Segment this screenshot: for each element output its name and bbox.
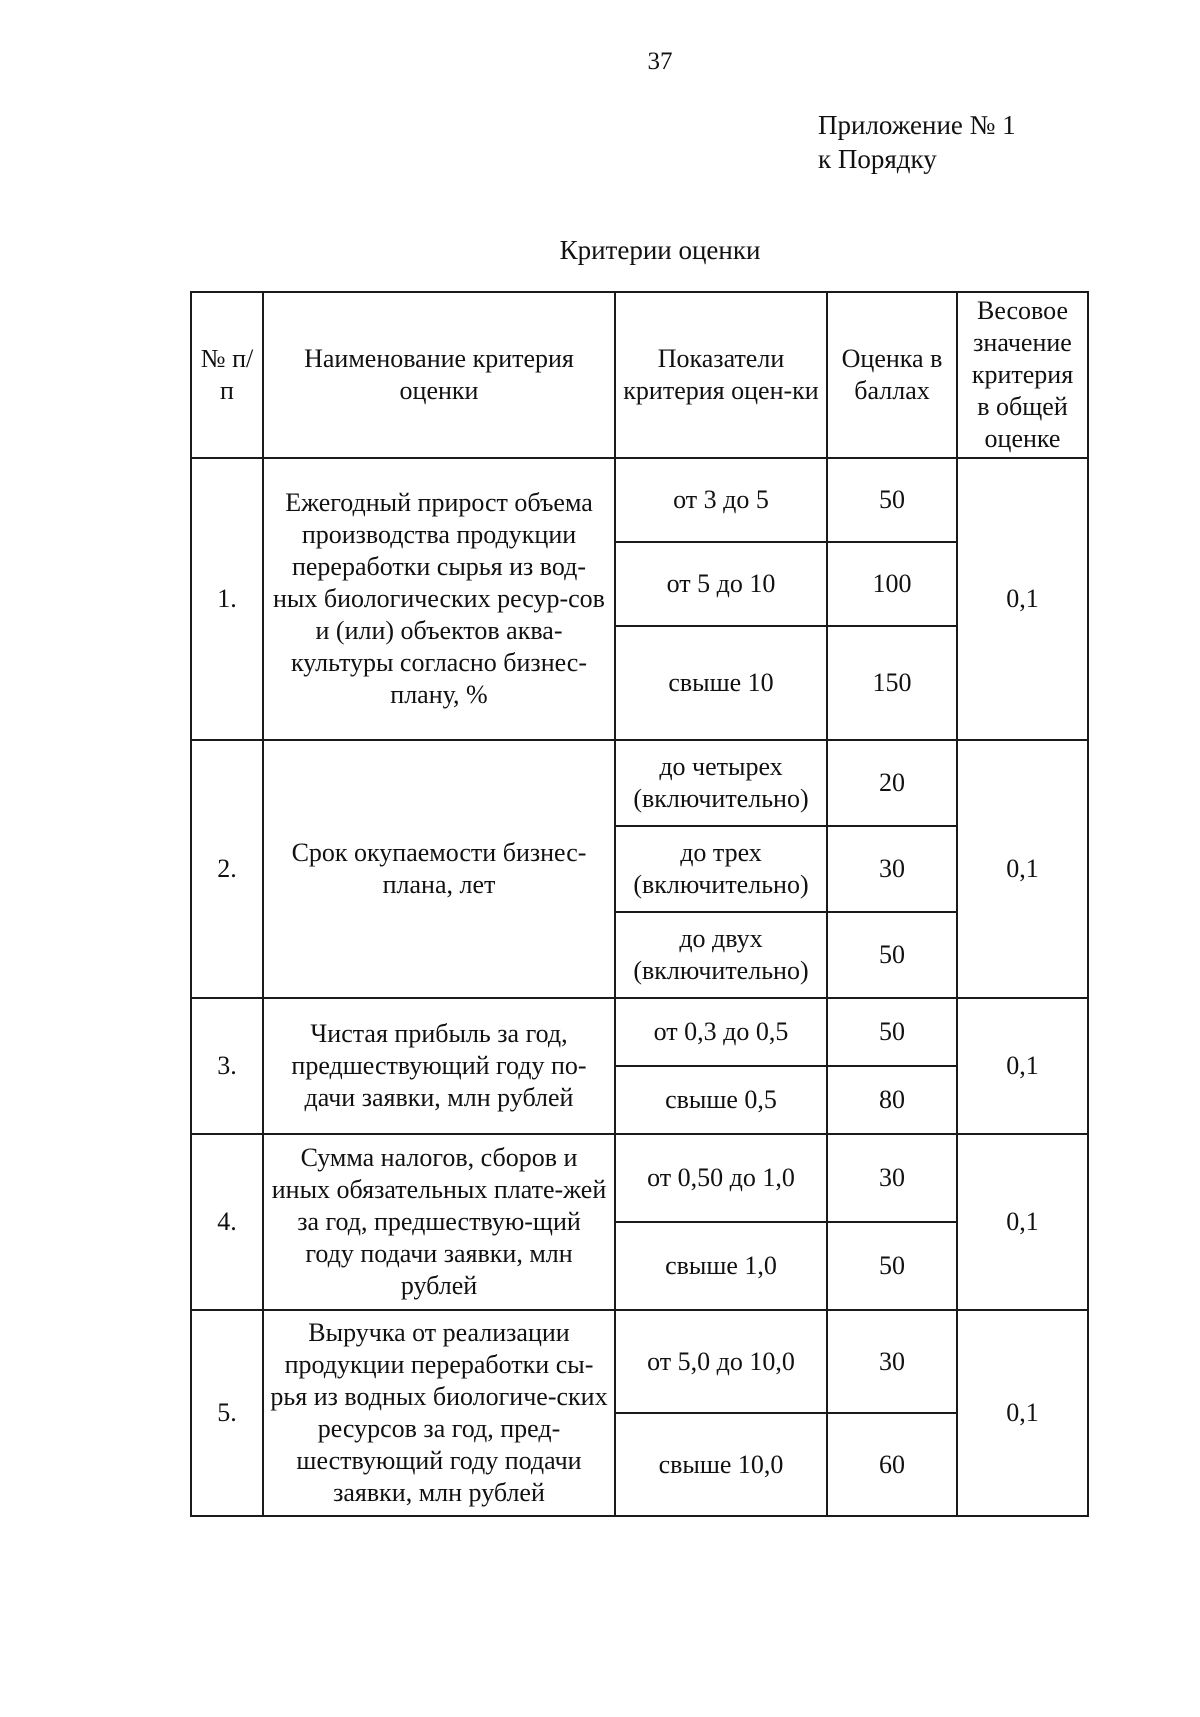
weight-cell: 0,1 — [957, 1134, 1088, 1310]
criterion-number: 1. — [191, 458, 263, 740]
table-row — [191, 998, 1088, 1066]
appendix-reference — [818, 108, 1016, 176]
score-cell: 50 — [827, 1222, 957, 1310]
criterion-name: Срок окупаемости бизнес-плана, лет — [263, 740, 615, 998]
criterion-number: 3. — [191, 998, 263, 1134]
document-title: Критерии оценки — [559, 235, 761, 265]
appendix-line-2: к Порядку — [818, 144, 937, 174]
header-indicators: Показатели критерия оцен-ки — [615, 292, 827, 458]
score-cell: 60 — [827, 1413, 957, 1516]
score-cell: 150 — [827, 626, 957, 740]
score-cell: 50 — [827, 458, 957, 542]
table-row — [191, 1134, 1088, 1222]
indicator-cell: свыше 10,0 — [615, 1413, 827, 1516]
score-cell: 30 — [827, 1310, 957, 1413]
indicator-cell: свыше 10 — [615, 626, 827, 740]
indicator-cell: от 0,50 до 1,0 — [615, 1134, 827, 1222]
score-cell: 30 — [827, 826, 957, 912]
indicator-cell: до двух (включительно) — [615, 912, 827, 998]
criterion-number: 2. — [191, 740, 263, 998]
table-row — [191, 740, 1088, 826]
table-body — [191, 458, 1088, 1516]
indicator-cell: до четырех (включительно) — [615, 740, 827, 826]
weight-cell: 0,1 — [957, 458, 1088, 740]
weight-cell: 0,1 — [957, 998, 1088, 1134]
score-cell: 50 — [827, 998, 957, 1066]
indicator-cell: от 0,3 до 0,5 — [615, 998, 827, 1066]
weight-cell: 0,1 — [957, 740, 1088, 998]
table-header — [191, 292, 1088, 458]
score-cell: 20 — [827, 740, 957, 826]
score-cell: 100 — [827, 542, 957, 626]
score-cell: 80 — [827, 1066, 957, 1134]
indicator-cell: свыше 1,0 — [615, 1222, 827, 1310]
criterion-number: 4. — [191, 1134, 263, 1310]
header-name: Наименование критерия оценки — [263, 292, 615, 458]
score-cell: 30 — [827, 1134, 957, 1222]
page-number: 37 — [647, 48, 673, 75]
indicator-cell: от 5,0 до 10,0 — [615, 1310, 827, 1413]
indicator-cell: до трех (включительно) — [615, 826, 827, 912]
header-weight: Весовое значение критерия в общей оценке — [957, 292, 1088, 458]
table-row — [191, 458, 1088, 542]
criterion-name: Выручка от реализации продукции переработки сы-рья из водных биологиче-ских ресурсов за год, пред-шествующий году подачи заявки, млн рублей — [263, 1310, 615, 1516]
criterion-name: Сумма налогов, сборов и иных обязательных плате-жей за год, предшествую-щий году подачи заявки, млн рублей — [263, 1134, 615, 1310]
indicator-cell: от 5 до 10 — [615, 542, 827, 626]
header-num: № п/п — [191, 292, 263, 458]
table-row — [191, 1310, 1088, 1413]
criterion-name: Чистая прибыль за год, предшествующий году по-дачи заявки, млн рублей — [263, 998, 615, 1134]
header-score: Оценка в баллах — [827, 292, 957, 458]
header-row — [191, 292, 1088, 458]
criterion-name: Ежегодный прирост объема производства продукции переработки сырья из вод-ных биологических ресур-сов и (или) объектов аква-культуры согласно бизнес-плану, % — [263, 458, 615, 740]
weight-cell: 0,1 — [957, 1310, 1088, 1516]
score-cell: 50 — [827, 912, 957, 998]
appendix-line-1: Приложение № 1 — [818, 110, 1016, 140]
indicator-cell: свыше 0,5 — [615, 1066, 827, 1134]
criteria-table — [190, 291, 1089, 1517]
criterion-number: 5. — [191, 1310, 263, 1516]
indicator-cell: от 3 до 5 — [615, 458, 827, 542]
